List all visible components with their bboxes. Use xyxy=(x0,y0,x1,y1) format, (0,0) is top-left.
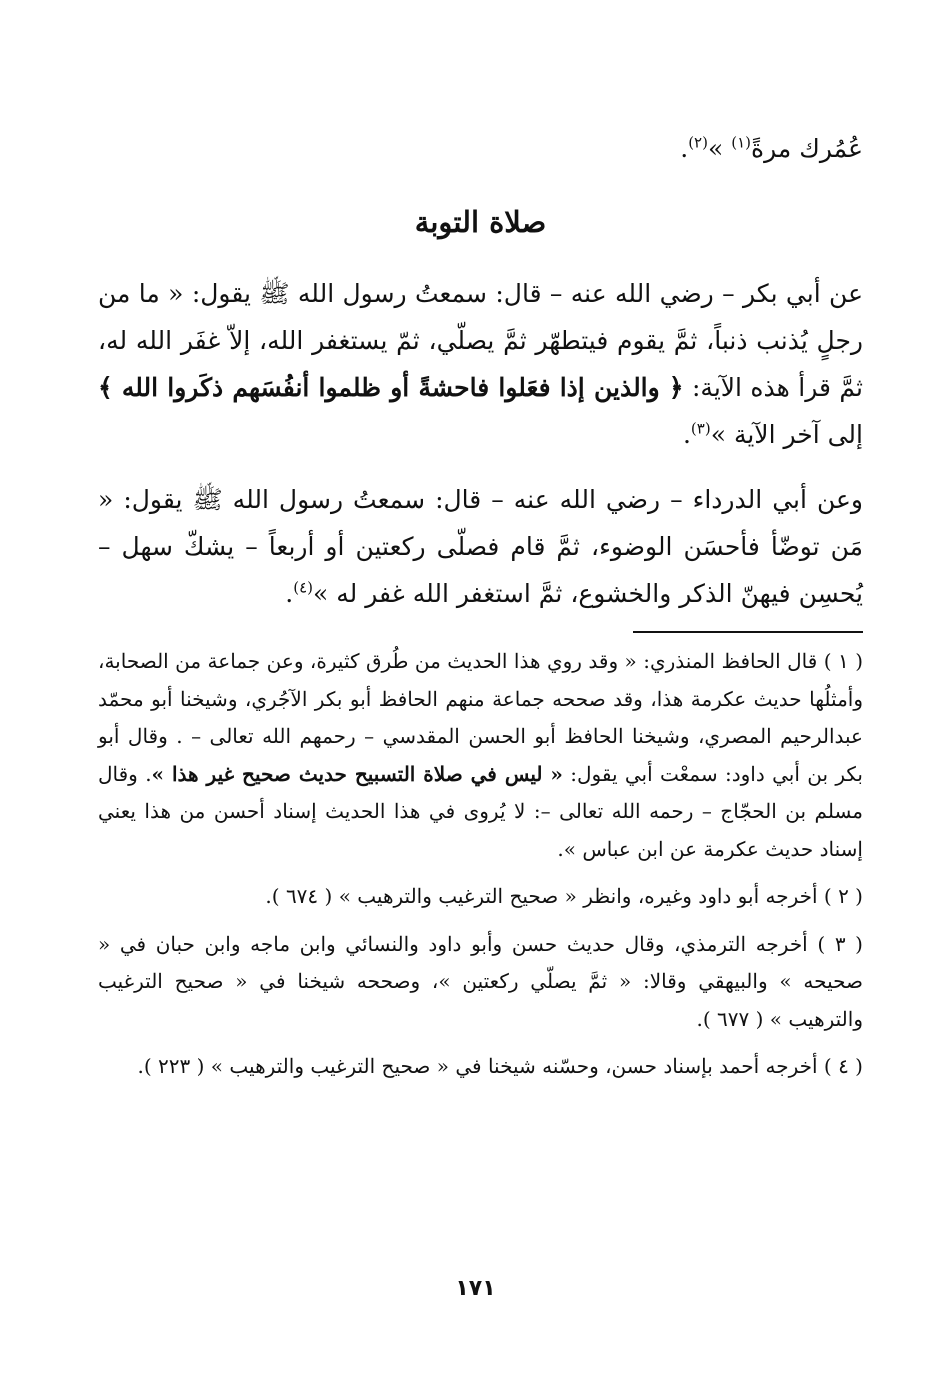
carryover-end: . xyxy=(680,134,689,163)
section-title: صلاة التوبة xyxy=(414,205,547,239)
hadith-1-paragraph xyxy=(98,270,863,458)
hadith-1-end: إلى آخر الآية » xyxy=(710,420,863,449)
footnote-ref-1[interactable]: (١) xyxy=(731,133,751,152)
footnote-2 xyxy=(98,878,863,916)
hadith-2-paragraph xyxy=(98,476,863,617)
footnote-3-text: أخرجه الترمذي، وقال حديث حسن وأبو داود والنسائي وابن ماجه وابن حبان في « صحيحه » والبيهقي وقالا: « ثمَّ يصلّي ركعتين »، وصححه شيخنا في « صحيح الترغيب والترهيب » ( ٦٧٧ ). xyxy=(98,931,863,1031)
quran-verse: ﴿ والذين إذا فعَلوا فاحشةً أو ظلموا أنفُسَهم ذكَروا الله ﴾ xyxy=(98,373,684,402)
footnote-ref-3[interactable]: (٣) xyxy=(690,419,711,438)
hadith-1-stop: . xyxy=(682,420,691,449)
page-number: ١٧١ xyxy=(455,1276,496,1301)
footnote-3-number: ( ٣ ) xyxy=(817,931,863,956)
footnote-2-text: أخرجه أبو داود وغيره، وانظر « صحيح الترغيب والترهيب » ( ٦٧٤ ). xyxy=(265,884,818,908)
book-page xyxy=(98,125,863,1325)
footnote-divider xyxy=(633,631,863,633)
hadith-2-text: وعن أبي الدرداء – رضي الله عنه – قال: سمعتُ رسول الله ﷺ يقول: « مَن توضّأ فأحسَن الوضوء، ثمَّ قام فصلّى ركعتين أو أربعاً – يشكّ سهل – يُحسِن فيهنّ الذكر والخشوع، ثمَّ استغفر الله غفر له » xyxy=(98,485,863,608)
hadith-2-stop: . xyxy=(285,579,294,608)
footnote-1-text-b: . وقال مسلم بن الحجّاج – رحمه الله تعالى –: لا يُروى في هذا الحديث إسناد أحسن من هذا يعني إسناد حديث عكرمة عن ابن عباس ». xyxy=(98,761,863,861)
footnote-1-number: ( ١ ) xyxy=(823,649,863,673)
footnote-3 xyxy=(98,926,863,1039)
footnote-1-text-a: قال الحافظ المنذري: « وقد روي هذا الحديث من طُرق كثيرة، وعن جماعة من الصحابة، وأمثلُها حديث عكرمة هذا، وقد صححه جماعة منهم الحافظ أبو بكر الآجُري، وشيخنا أبو محمّد عبدالرحيم المصري، وشيخنا الحافظ أبو الحسن المقدسي – رحمهم الله تعالى – . وقال أبو بكر بن أبي داود: سمعْت أبي يقول: xyxy=(98,649,863,786)
hadith-1-intro: عن أبي بكر – رضي الله عنه – قال: سمعتُ رسول الله ﷺ يقول: « ما من رجلٍ يُذنب ذنباً، ثمَّ يقوم فيتطهّر ثمَّ يصلّي، ثمّ يستغفر الله، إلاّ غفَر الله له، ثمَّ قرأ هذه الآية: xyxy=(98,279,863,402)
footnote-4-number: ( ٤ ) xyxy=(823,1054,863,1078)
footnote-4-text: أخرجه أحمد بإسناد حسن، وحسّنه شيخنا في « صحيح الترغيب والترهيب » ( ٢٢٣ ). xyxy=(137,1054,818,1078)
footnote-ref-2[interactable]: (٢) xyxy=(688,133,708,152)
footnote-4 xyxy=(98,1048,863,1086)
carryover-rest: » xyxy=(707,134,732,163)
footnote-1 xyxy=(98,643,863,868)
footnote-2-number: ( ٢ ) xyxy=(823,884,863,908)
footnote-ref-4[interactable]: (٤) xyxy=(293,578,314,597)
carryover-line xyxy=(98,125,863,172)
footnote-1-quote: « ليس في صلاة التسبيح حديث صحيح غير هذا » xyxy=(151,761,563,786)
carryover-text: عُمُرك مرةً xyxy=(751,134,863,163)
